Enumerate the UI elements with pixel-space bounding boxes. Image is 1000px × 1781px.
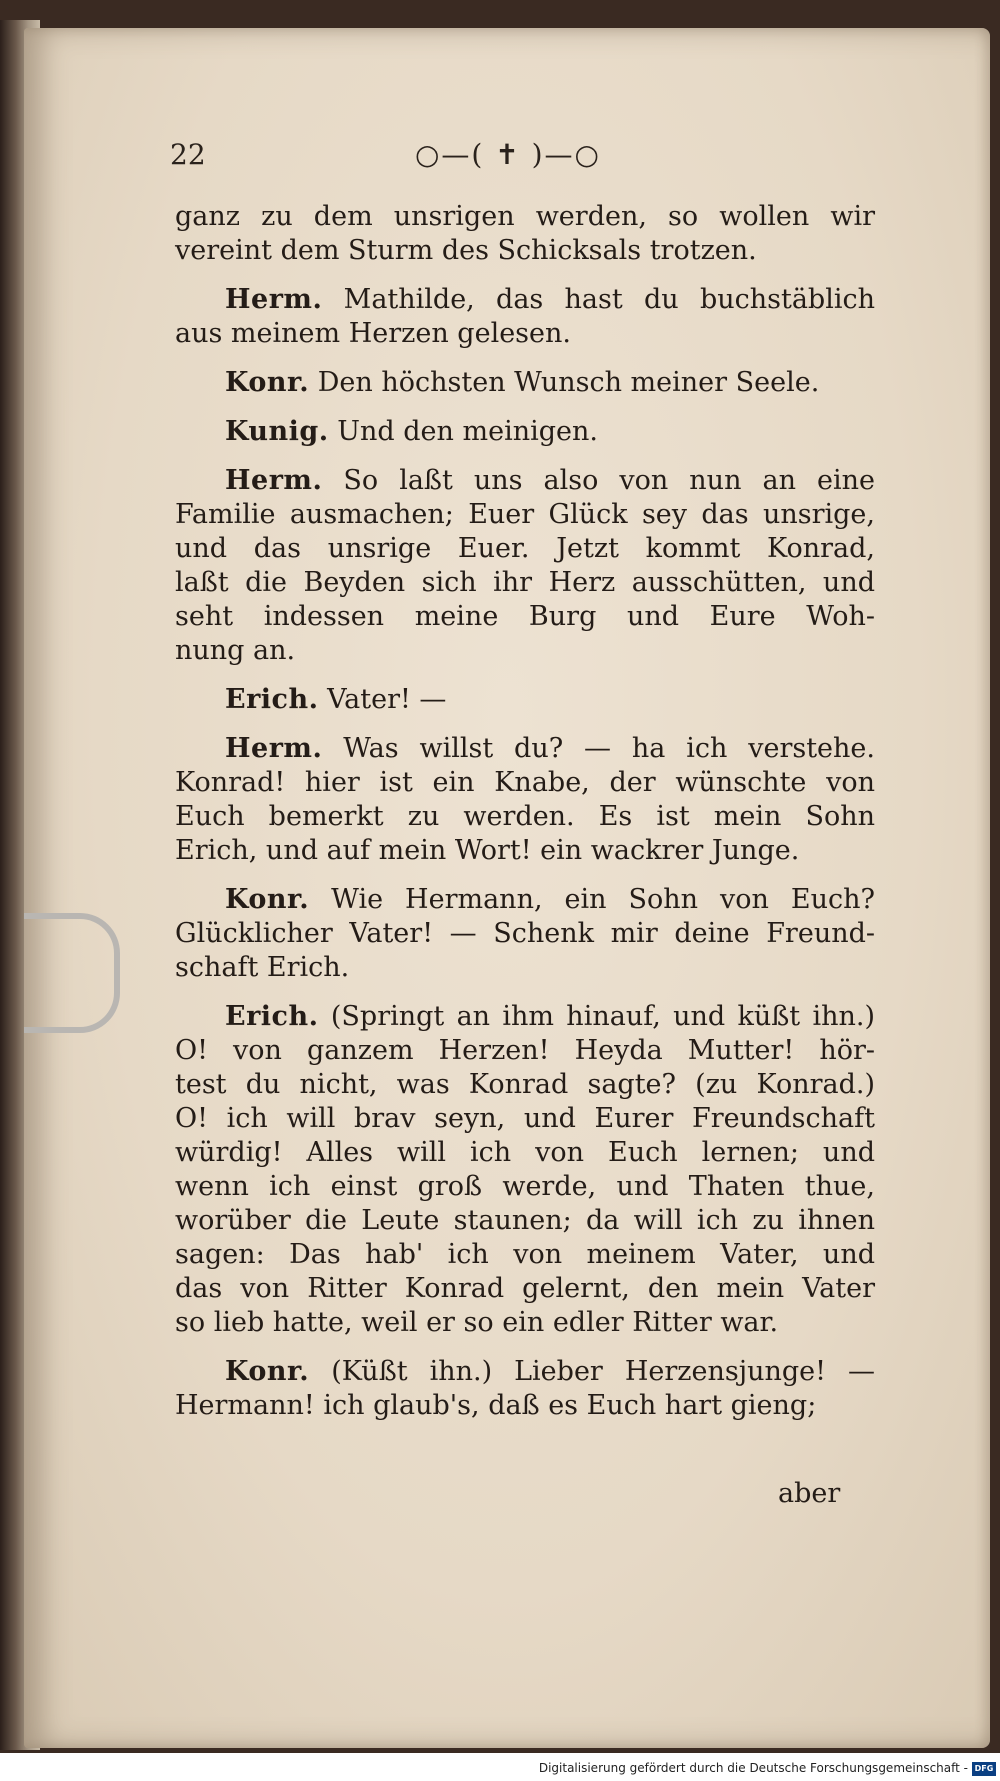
paragraph <box>175 732 875 868</box>
text-line <box>175 366 875 400</box>
text-line <box>175 464 875 498</box>
text-line <box>175 1136 875 1170</box>
page-body <box>175 200 875 1438</box>
line-text: Konrad! hier ist ein Knabe, der wünschte von <box>175 767 875 798</box>
dfg-logo: DFG <box>972 1762 996 1776</box>
line-text: schaft Erich. <box>175 952 350 983</box>
text-line <box>175 1389 875 1423</box>
speaker-name: Konr. <box>225 884 310 915</box>
text-line <box>175 415 875 449</box>
text-line <box>175 1068 875 1102</box>
line-text: vereint dem Sturm des Schicksals trotzen. <box>175 235 757 266</box>
speaker-name: Herm. <box>225 284 323 315</box>
text-line <box>175 1306 875 1340</box>
text-line <box>175 951 875 985</box>
line-text: Vater! — <box>327 684 447 715</box>
text-line <box>175 683 875 717</box>
line-text: würdig! Alles will ich von Euch lernen; und <box>175 1137 875 1168</box>
line-text: laßt die Beyden sich ihr Herz ausschütten, und <box>175 567 875 598</box>
line-text: So laßt uns also von nun an eine <box>343 465 875 496</box>
line-text: (Springt an ihm hinauf, und küßt ihn.) <box>330 1001 875 1032</box>
line-text: O! von ganzem Herzen! Heyda Mutter! hör- <box>175 1035 875 1066</box>
paragraph <box>175 464 875 668</box>
line-text: ganz zu dem unsrigen werden, so wollen wir <box>175 201 875 232</box>
text-line <box>175 600 875 634</box>
text-line <box>175 1000 875 1034</box>
speaker-name: Konr. <box>225 367 310 398</box>
speaker-name: Erich. <box>225 1001 319 1032</box>
line-text: O! ich will brav seyn, und Eurer Freundschaft <box>175 1103 875 1134</box>
paragraph <box>175 200 875 268</box>
line-text: Mathilde, das hast du buchstäblich <box>343 284 875 315</box>
text-line <box>175 883 875 917</box>
speaker-name: Kunig. <box>225 416 329 447</box>
line-text: Den höchsten Wunsch meiner Seele. <box>317 367 820 398</box>
text-line <box>175 532 875 566</box>
line-text: Was willst du? — ha ich verstehe. <box>343 733 875 764</box>
text-line <box>175 732 875 766</box>
line-text: sagen: Das hab' ich von meinem Vater, und <box>175 1239 875 1270</box>
line-text: aus meinem Herzen gelesen. <box>175 318 571 349</box>
header-ornament: ○—( ✝ )—○ <box>415 138 601 171</box>
speaker-name: Herm. <box>225 465 323 496</box>
text-line <box>175 200 875 234</box>
text-line <box>175 283 875 317</box>
text-line <box>175 234 875 268</box>
line-text: Euch bemerkt zu werden. Es ist mein Sohn <box>175 801 875 832</box>
text-line <box>175 1034 875 1068</box>
page-header <box>170 138 870 178</box>
footer-bar <box>0 1753 1000 1781</box>
catchword: aber <box>778 1478 841 1509</box>
paragraph <box>175 883 875 985</box>
text-line <box>175 800 875 834</box>
text-line <box>175 1272 875 1306</box>
text-line <box>175 1355 875 1389</box>
text-line <box>175 834 875 868</box>
text-line <box>175 1170 875 1204</box>
line-text: Hermann! ich glaub's, daß es Euch hart gieng; <box>175 1390 817 1421</box>
line-text: Glücklicher Vater! — Schenk mir deine Freund- <box>175 918 875 949</box>
paragraph <box>175 415 875 449</box>
line-text: Wie Hermann, ein Sohn von Euch? <box>331 884 876 915</box>
line-text: so lieb hatte, weil er so ein edler Ritter war. <box>175 1307 779 1338</box>
line-text: Erich, und auf mein Wort! ein wackrer Junge. <box>175 835 800 866</box>
speaker-name: Konr. <box>225 1356 310 1387</box>
text-line <box>175 917 875 951</box>
paragraph <box>175 683 875 717</box>
paragraph <box>175 1000 875 1340</box>
text-line <box>175 1102 875 1136</box>
line-text: worüber die Leute staunen; da will ich zu ihnen <box>175 1205 875 1236</box>
text-line <box>175 634 875 668</box>
line-text: nung an. <box>175 635 296 666</box>
paper-clip <box>24 913 120 1033</box>
text-line <box>175 1204 875 1238</box>
page-number: 22 <box>170 138 206 171</box>
text-line <box>175 317 875 351</box>
speaker-name: Herm. <box>225 733 323 764</box>
line-text: Und den meinigen. <box>337 416 598 447</box>
digitization-credit: Digitalisierung gefördert durch die Deutsche Forschungsgemeinschaft - <box>538 1761 968 1775</box>
line-text: das von Ritter Konrad gelernt, den mein Vater <box>175 1273 875 1304</box>
text-line <box>175 766 875 800</box>
paragraph <box>175 283 875 351</box>
line-text: test du nicht, was Konrad sagte? (zu Konrad.) <box>175 1069 875 1100</box>
line-text: (Küßt ihn.) Lieber Herzensjunge! — <box>331 1356 875 1387</box>
paragraph <box>175 366 875 400</box>
text-line <box>175 566 875 600</box>
line-text: und das unsrige Euer. Jetzt kommt Konrad, <box>175 533 875 564</box>
paragraph <box>175 1355 875 1423</box>
text-line <box>175 1238 875 1272</box>
line-text: wenn ich einst groß werde, und Thaten thue, <box>175 1171 875 1202</box>
text-line <box>175 498 875 532</box>
line-text: Familie ausmachen; Euer Glück sey das unsrige, <box>175 499 875 530</box>
speaker-name: Erich. <box>225 684 319 715</box>
line-text: seht indessen meine Burg und Eure Woh- <box>175 601 875 632</box>
